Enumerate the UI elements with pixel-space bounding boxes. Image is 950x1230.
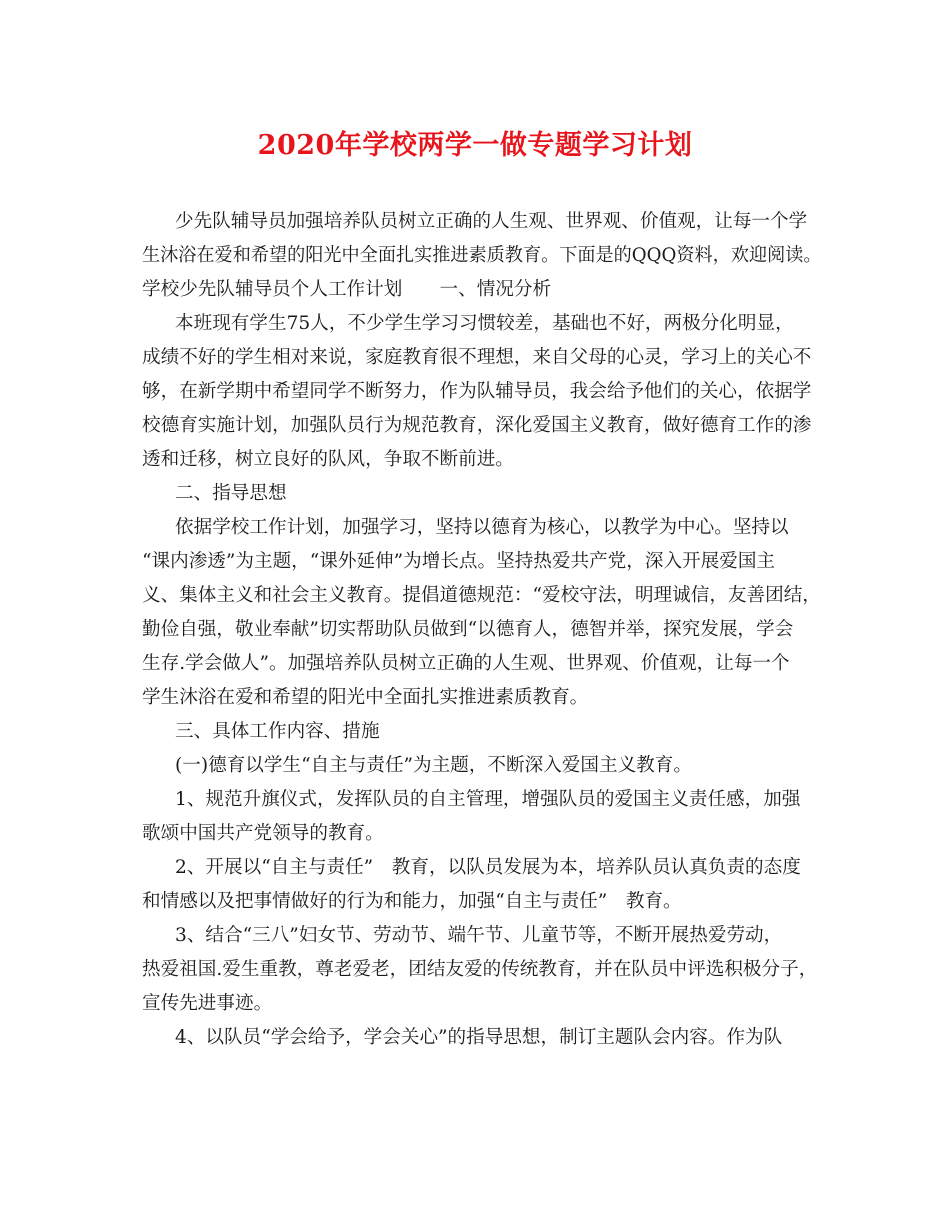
body-line: 2、开展以“自主与责任” 教育，以队员发展为本，培养队员认真负责的态度	[175, 857, 801, 878]
section-heading: 二、指导思想	[175, 483, 287, 504]
body-line: 少先队辅导员加强培养队员树立正确的人生观、世界观、价值观，让每一个学	[175, 211, 808, 232]
section-heading: 三、具体工作内容、措施	[175, 721, 380, 742]
body-line: 透和迁移，树立良好的队风，争取不断前进。	[142, 449, 514, 470]
body-line: 依据学校工作计划，加强学习，坚持以德育为核心，以教学为中心。坚持以	[175, 517, 789, 538]
body-line: 义、集体主义和社会主义教育。提倡道德规范：“爱校守法，明理诚信，友善团结，	[142, 585, 821, 606]
body-line: 学生沐浴在爱和希望的阳光中全面扎实推进素质教育。	[142, 687, 589, 708]
body-line: 本班现有学生75人，不少学生学习习惯较差，基础也不好，两极分化明显，	[175, 313, 794, 334]
body-line: 够，在新学期中希望同学不断努力，作为队辅导员，我会给予他们的关心，依据学	[142, 381, 812, 402]
body-line: 3、结合“三八”妇女节、劳动节、端午节、儿童节等，不断开展热爱劳动，	[175, 925, 783, 946]
body-line: 1、规范升旗仪式，发挥队员的自主管理，增强队员的爱国主义责任感，加强	[175, 789, 801, 810]
body-line: 勤俭自强，敬业奉献”切实帮助队员做到“以德育人，德智并举，探究发展，学会	[142, 619, 794, 640]
body-line: 学校少先队辅导员个人工作计划 一、情况分析	[142, 279, 552, 300]
body-line: 歌颂中国共产党领导的教育。	[142, 823, 384, 844]
body-line: (一)德育以学生“自主与责任”为主题，不断深入爱国主义教育。	[175, 755, 692, 776]
body-line: 4、以队员“学会给予，学会关心”的指导思想，制订主题队会内容。作为队	[175, 1027, 783, 1048]
body-line: 成绩不好的学生相对来说，家庭教育很不理想，来自父母的心灵，学习上的关心不	[142, 347, 812, 368]
body-line: “课内渗透”为主题，“课外延伸”为增长点。坚持热爱共产党，深入开展爱国主	[142, 551, 776, 572]
body-line: 和情感以及把事情做好的行为和能力，加强“自主与责任” 教育。	[142, 891, 682, 912]
body-line: 生沐浴在爱和希望的阳光中全面扎实推进素质教育。下面是的QQQ资料，欢迎阅读。	[142, 245, 822, 266]
body-line: 宣传先进事迹。	[142, 993, 273, 1014]
body-line: 校德育实施计划，加强队员行为规范教育，深化爱国主义教育，做好德育工作的渗	[142, 415, 812, 436]
body-line: 生存.学会做人”。加强培养队员树立正确的人生观、世界观、价值观，让每一个	[142, 653, 790, 674]
body-line: 热爱祖国.爱生重教，尊老爱老，团结友爱的传统教育，并在队员中评选积极分子，	[142, 959, 818, 980]
document-title: 2020年学校两学一做专题学习计划	[257, 130, 693, 161]
